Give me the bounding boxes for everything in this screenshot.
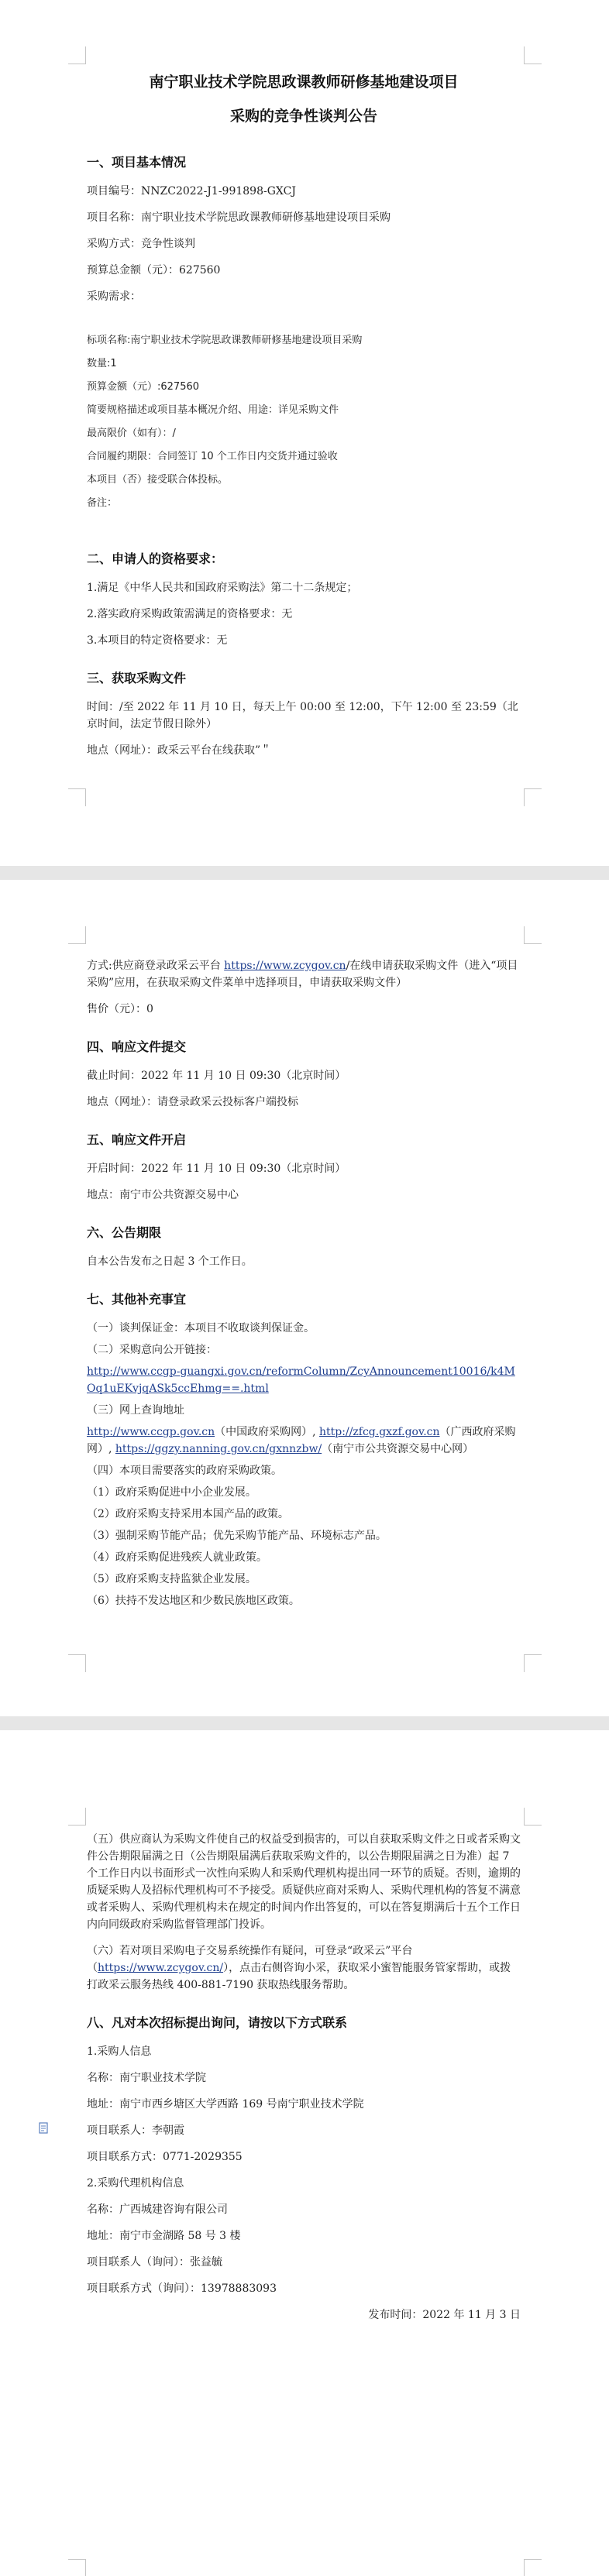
section-heading: 六、公告期限 — [87, 1225, 162, 1240]
remark: 备注： — [87, 497, 118, 509]
section-heading: 一、项目基本情况 — [87, 155, 187, 170]
section-heading: 七、其他补充事宜 — [87, 1292, 187, 1307]
deposit-note: （一）谈判保证金：本项目不收取谈判保证金。 — [87, 1322, 315, 1334]
page-corner-mark — [68, 1654, 86, 1672]
complaint-note: （五）供应商认为采购文件使自己的权益受到损害的，可以自获取采购文件之日或者采购文件公告期限届满之日（公告期限届满后获取采购文件的，以公告期限届满之日为准）起 7 个工作日内以书面形式一次性向采购人和采购代理机构提出同一环节的质疑。否则，逾期的质疑采购人及招标代理机构可不予接受。质疑供应商对采购人、采购代理机构的答复不满意或者采购人、采购代理机构未在规定的时间内作出答复的，可以在答复期满后十五个工作日内向同级政府采购监督管理部门投诉。 — [87, 1833, 521, 1931]
section-heading: 四、响应文件提交 — [87, 1039, 187, 1054]
spec-description: 简要规格描述或项目基本概况介绍、用途：详见采购文件 — [87, 404, 339, 416]
submission-deadline: 截止时间：2022 年 11 月 10 日 09:30（北京时间） — [87, 1070, 346, 1082]
section-heading: 八、凡对本次招标提出询问，请按以下方式联系 — [87, 2015, 348, 2030]
agency-info-label: 2.采购代理机构信息 — [87, 2177, 184, 2190]
publish-date: 发布时间：2022 年 11 月 3 日 — [368, 2309, 521, 2321]
agency-contact: 项目联系人（询问）：张益毓 — [87, 2256, 222, 2269]
acquire-time: 时间：/至 2022 年 11 月 10 日，每天上午 00:00 至 12:00，下午 12:00 至 23:59（北京时间，法定节假日除外） — [87, 701, 518, 730]
page-corner-mark — [68, 926, 86, 944]
max-price: 最高限价（如有）：/ — [87, 428, 176, 439]
project-number: 项目编号：NNZC2022-J1-991898-GXCJ — [87, 185, 296, 197]
agency-address: 地址：南宁市金湖路 58 号 3 楼 — [87, 2230, 241, 2242]
policy-item: （6）扶持不发达地区和少数民族地区政策。 — [87, 1595, 300, 1607]
document-page-1 — [0, 0, 609, 866]
page-corner-mark — [524, 2559, 542, 2576]
lot-name: 标项名称:南宁职业技术学院思政课教师研修基地建设项目采购 — [87, 335, 363, 346]
document-price: 售价（元）：0 — [87, 1003, 153, 1015]
qualification-item: 1.满足《中华人民共和国政府采购法》第二十二条规定； — [87, 582, 358, 594]
gxzf-link[interactable]: http://zfcg.gxzf.gov.cn — [319, 1426, 440, 1438]
page-corner-mark — [524, 788, 542, 806]
policy-item: （3）强制采购节能产品；优先采购节能产品、环境标志产品。 — [87, 1530, 387, 1542]
intent-link[interactable]: http://www.ccgp-guangxi.gov.cn/reformColumn/ZcyAnnouncement10016/k4MOq1uEKvjqASk5ccEhmg==.html — [87, 1365, 515, 1395]
query-links: http://www.ccgp.gov.cn（中国政府采购网）, http://zfcg.gxzf.gov.cn（广西政府采购网）, https://ggzy.nanning.gov.cn/gxnnzbw/（南宁市公共资源交易中心网） — [87, 1426, 516, 1455]
doc-title-line1: 南宁职业技术学院思政课教师研修基地建设项目 — [149, 74, 459, 91]
buyer-phone: 项目联系方式：0771-2029355 — [87, 2151, 243, 2163]
policy-item: （4）政府采购促进残疾人就业政策。 — [87, 1551, 267, 1564]
procurement-method: 采购方式：竞争性谈判 — [87, 238, 195, 250]
agency-name: 名称：广西城建咨询有限公司 — [87, 2203, 228, 2216]
policy-item: （5）政府采购支持监狱企业发展。 — [87, 1573, 256, 1585]
intent-link-row — [87, 1363, 521, 1397]
qualification-item: 2.落实政府采购政策需满足的资格要求：无 — [87, 608, 293, 620]
system-help-note: （六）若对项目采购电子交易系统操作有疑问，可登录“政采云”平台（https://www.zcygov.cn/），点击右侧咨询小采，获取采小蜜智能服务管家帮助，或拨打政采云服务热线 400-881-7190 获取热线服务帮助。 — [87, 1945, 511, 1991]
qualification-item: 3.本项目的特定资格要求：无 — [87, 634, 228, 647]
page-corner-mark — [524, 1808, 542, 1826]
policy-item: （2）政府采购支持采用本国产品的政策。 — [87, 1508, 289, 1520]
buyer-contact: 项目联系人：李朝霞 — [87, 2124, 184, 2137]
nanning-ggzy-link[interactable]: https://ggzy.nanning.gov.cn/gxnnzbw/ — [115, 1443, 322, 1455]
doc-title-line2: 采购的竞争性谈判公告 — [229, 108, 377, 125]
document-page-2 — [0, 880, 609, 1716]
agency-phone: 项目联系方式（询问）：13978883093 — [87, 2282, 277, 2295]
page-corner-mark — [524, 926, 542, 944]
policy-item: （1）政府采购促进中小企业发展。 — [87, 1486, 256, 1499]
query-address-label: （三）网上查询地址 — [87, 1404, 184, 1417]
procurement-needs: 采购需求： — [87, 290, 141, 303]
page-corner-mark — [68, 788, 86, 806]
project-name: 项目名称：南宁职业技术学院思政课教师研修基地建设项目采购 — [87, 211, 391, 224]
intent-link-label: （二）采购意向公开链接： — [87, 1344, 217, 1356]
consortium-note: 本项目（否）接受联合体投标。 — [87, 474, 229, 486]
ccgp-link[interactable]: http://www.ccgp.gov.cn — [87, 1426, 215, 1438]
buyer-name: 名称：南宁职业技术学院 — [87, 2072, 206, 2084]
contract-period: 合同履约期限：合同签订 10 个工作日内交货并通过验收 — [87, 451, 338, 462]
blank-line — [87, 519, 521, 530]
page-corner-mark — [68, 2559, 86, 2576]
section-heading: 五、响应文件开启 — [87, 1132, 187, 1147]
document-anchor-icon[interactable] — [39, 2122, 50, 2135]
buyer-address: 地址：南宁市西乡塘区大学西路 169 号南宁职业技术学院 — [87, 2098, 364, 2111]
zcygov-link[interactable]: https://www.zcygov.cn — [224, 960, 346, 972]
notice-period: 自本公告发布之日起 3 个工作日。 — [87, 1255, 253, 1268]
document-page-3 — [0, 1730, 609, 2576]
buyer-info-label: 1.采购人信息 — [87, 2045, 152, 2058]
lot-quantity: 数量:1 — [87, 358, 117, 369]
page-corner-mark — [524, 46, 542, 64]
acquire-method: 方式:供应商登录政采云平台 https://www.zcygov.cn/在线申请获取采购文件（进入“项目采购”应用，在获取采购文件菜单中选择项目，申请获取采购文件） — [87, 960, 518, 989]
page-corner-mark — [68, 46, 86, 64]
acquire-place: 地点（网址）：政采云平台在线获取”＂ — [87, 744, 272, 757]
page-corner-mark — [68, 1808, 86, 1826]
opening-place: 地点：南宁市公共资源交易中心 — [87, 1189, 239, 1201]
page-corner-mark — [524, 1654, 542, 1672]
submission-place: 地点（网址）：请登录政采云投标客户端投标 — [87, 1096, 298, 1108]
lot-budget: 预算金额（元）:627560 — [87, 381, 200, 393]
total-budget: 预算总金额（元）：627560 — [87, 264, 221, 276]
opening-time: 开启时间：2022 年 11 月 10 日 09:30（北京时间） — [87, 1163, 346, 1175]
zcygov-help-link[interactable]: https://www.zcygov.cn/ — [98, 1962, 224, 1974]
section-heading: 二、申请人的资格要求： — [87, 551, 224, 566]
blank-line — [87, 314, 521, 325]
policy-heading: （四）本项目需要落实的政府采购政策。 — [87, 1465, 282, 1477]
section-heading: 三、获取采购文件 — [87, 671, 187, 685]
